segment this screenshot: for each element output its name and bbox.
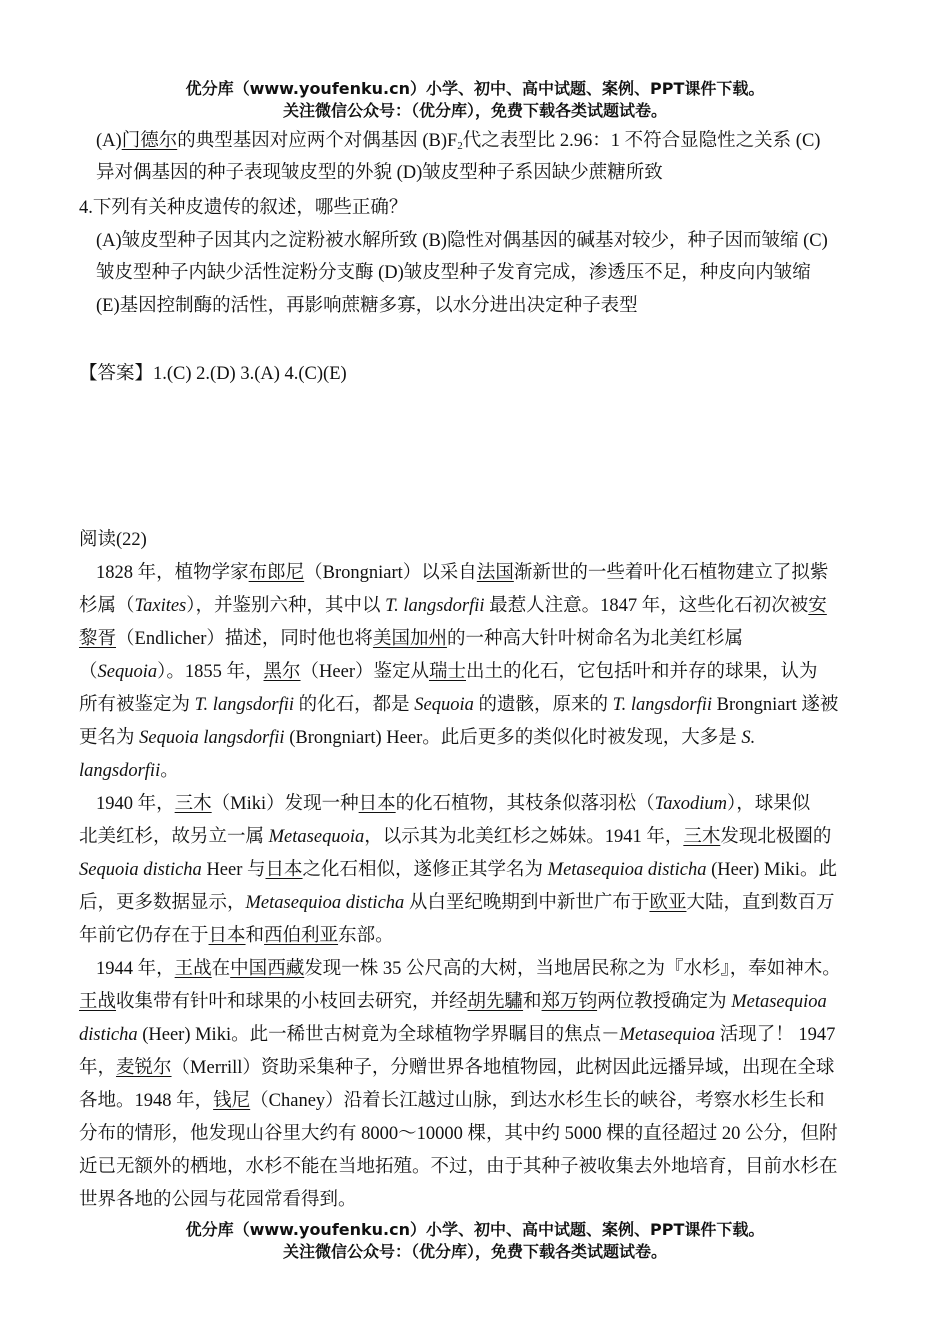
reading-p3-line-2: 王战收集带有针叶和球果的小枝回去研究，并经胡先驌和郑万钧两位教授确定为 Metasequioa	[79, 992, 827, 1012]
q3-options-line-1: (A)门德尔的典型基因对应两个对偶基因 $(B)F_2$代之表型比 2.96：1 不符合显隐性之关系 (C)	[96, 131, 821, 152]
reading-p3-line-5: 各地。1948 年，钱尼（Chaney）沿着长江越过山脉，到达水杉生长的峡谷，考察水杉生长和	[79, 1091, 825, 1111]
reading-p1-line-3: 黎胥（Endlicher）描述，同时他也将美国加州的一种高大针叶树命名为北美红杉属	[79, 629, 743, 649]
reading-title: 阅读(22)	[79, 530, 147, 550]
reading-p1-line-1: 1828 年，植物学家布郎尼（Brongniart）以采自法国渐新世的一些着叶化石植物建立了拟紫	[96, 563, 829, 583]
reading-p2-line-5: 年前它仍存在于日本和西伯利亚东部。	[79, 926, 394, 946]
q3-options-line-2: 异对偶基因的种子表现皱皮型的外貌 (D)皱皮型种子系因缺少蔗糖所致	[96, 163, 663, 183]
reading-p3-line-7: 近已无额外的栖地，水杉不能在当地拓殖。不过，由于其种子被收集去外地培育，目前水杉在	[79, 1157, 838, 1177]
header-line-1: 优分库（www.youfenku.cn）小学、初中、高中试题、案例、PPT课件下载。	[185, 79, 765, 98]
q4-stem: 4.下列有关种皮遗传的叙述，哪些正确？	[79, 198, 408, 218]
reading-p3-line-8: 世界各地的公园与花园常看得到。	[79, 1190, 357, 1210]
reading-p1-line-4: （Sequoia）。1855 年，黑尔（Heer）鉴定从瑞士出土的化石，它包括叶和并存的球果，认为	[79, 662, 818, 682]
reading-p2-line-1: 1940 年，三木（Miki）发现一种日本的化石植物，其枝条似落羽松（Taxodium），球果似	[96, 794, 811, 814]
q4-options-line-3: (E)基因控制酶的活性，再影响蔗糖多寡，以水分进出决定种子表型	[96, 296, 638, 316]
reading-p3-line-4: 年，麦锐尔（Merrill）资助采集种子，分赠世界各地植物园，此树因此远播异域，出现在全球	[79, 1058, 835, 1078]
reading-p2-line-2: 北美红杉，故另立一属 Metasequoia，以示其为北美红杉之姊妹。1941 年，三木发现北极圈的	[79, 827, 832, 847]
reading-p1-line-5: 所有被鉴定为 T. langsdorfii 的化石，都是 Sequoia 的遗骸，原来的 T. langsdorfii Brongniart 遂被	[79, 695, 839, 715]
reading-p1-line-7: langsdorfii。	[79, 761, 179, 781]
reading-p2-line-4: 后，更多数据显示，Metasequioa disticha 从白垩纪晚期到中新世广布于欧亚大陆，直到数百万	[79, 893, 835, 913]
name-link: 门德尔	[121, 131, 178, 151]
reading-p1-line-6: 更名为 Sequoia langsdorfii (Brongniart) Heer。此后更多的类似化时被发现，大多是 S.	[79, 728, 756, 748]
page-header	[0, 78, 950, 122]
q4-options-line-2: 皱皮型种子内缺少活性淀粉分支酶 (D)皱皮型种子发育完成，渗透压不足，种皮向内皱缩	[96, 263, 811, 283]
reading-p2-line-3: Sequoia disticha Heer 与日本之化石相似，遂修正其学名为 Metasequioa disticha (Heer) Miki。此	[79, 860, 837, 880]
page-footer	[0, 1219, 950, 1263]
header-line-2: 关注微信公众号：（优分库），免费下载各类试题试卷。	[282, 101, 667, 120]
q4-options-line-1: (A)皱皮型种子因其内之淀粉被水解所致 (B)隐性对偶基因的碱基对较少，种子因而皱缩 (C)	[96, 231, 828, 251]
reading-p3-line-1: 1944 年，王战在中国西藏发现一株 35 公尺高的大树，当地居民称之为『水杉』，奉如神木。	[96, 959, 841, 979]
answer-line: 【答案】1.(C) 2.(D) 3.(A) 4.(C)(E)	[79, 364, 347, 384]
footer-line-2: 关注微信公众号：（优分库），免费下载各类试题试卷。	[282, 1242, 667, 1261]
reading-p1-line-2: 杉属（Taxites），并鉴别六种，其中以 T. langsdorfii 最惹人注意。1847 年，这些化石初次被安	[79, 596, 827, 616]
reading-p3-line-3: disticha (Heer) Miki。此一稀世古树竟为全球植物学界瞩目的焦点－Metasequioa 活现了！ 1947	[79, 1025, 836, 1045]
reading-p3-line-6: 分布的情形，他发现山谷里大约有 8000～10000 棵，其中约 5000 棵的直径超过 20 公分，但附	[79, 1124, 838, 1144]
footer-line-1: 优分库（www.youfenku.cn）小学、初中、高中试题、案例、PPT课件下载。	[185, 1220, 765, 1239]
